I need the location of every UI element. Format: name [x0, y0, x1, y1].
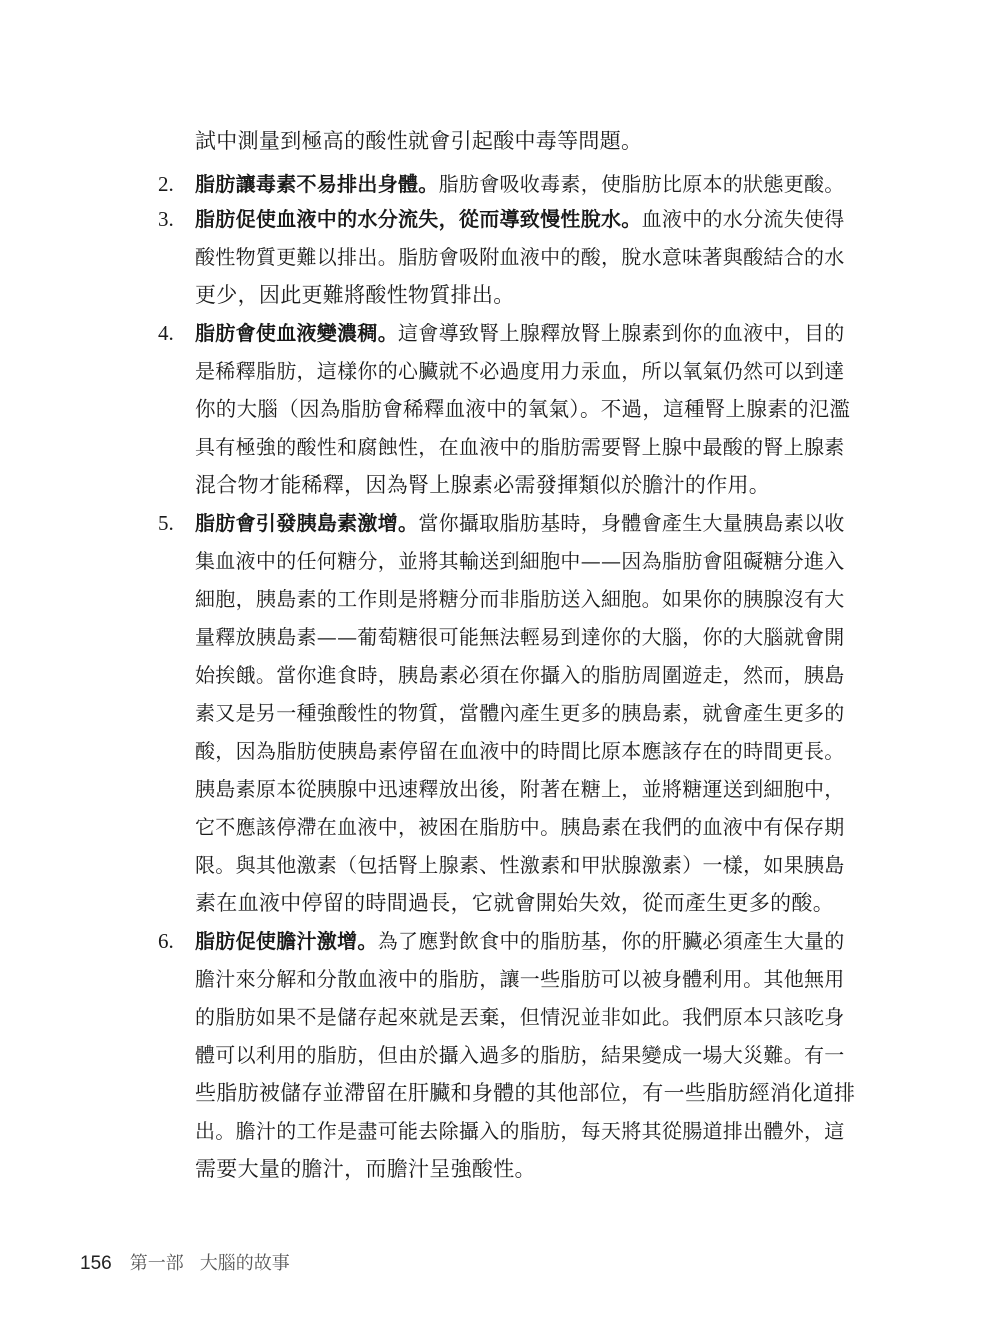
bold-lead: 脂肪會引發胰島素激增。 — [195, 511, 419, 535]
text-line: 素在血液中停留的時間過長，它就會開始失效，從而產生更多的酸。 — [195, 891, 834, 915]
chapter-title: 大腦的故事 — [199, 1253, 290, 1273]
text-line: 量釋放胰島素——葡萄糖很可能無法輕易到達你的大腦，你的大腦就會開 — [195, 625, 845, 649]
text-line: 體可以利用的脂肪，但由於攝入過多的脂肪，結果變成一場大災難。有一 — [195, 1043, 845, 1067]
text-line: 你的大腦（因為脂肪會稀釋血液中的氧氣）。不過，這種腎上腺素的氾濫 — [195, 397, 851, 421]
text-line: 的脂肪如果不是儲存起來就是丟棄，但情況並非如此。我們原本只該吃身 — [195, 1005, 845, 1029]
list-number: 2. — [158, 172, 174, 196]
text-run: 脂肪會吸收毒素，使脂肪比原本的狀態更酸。 — [438, 172, 845, 196]
page-footer — [80, 1252, 290, 1275]
bold-lead: 脂肪讓毒素不易排出身體。 — [195, 172, 439, 196]
text-line: 酸，因為脂肪使胰島素停留在血液中的時間比原本應該存在的時間更長。 — [195, 739, 845, 763]
list-item-2-line — [195, 171, 845, 197]
text-line: 胰島素原本從胰腺中迅速釋放出後，附著在糖上，並將糖運送到細胞中， — [195, 777, 845, 801]
part-label: 第一部 — [129, 1253, 184, 1273]
text-line: 限。與其他激素（包括腎上腺素、性激素和甲狀腺激素）一樣，如果胰島 — [195, 853, 845, 877]
text-line: 更少，因此更難將酸性物質排出。 — [195, 283, 515, 307]
bold-lead: 脂肪會使血液變濃稠。 — [195, 321, 398, 345]
list-number: 3. — [158, 207, 174, 231]
text-line: 是稀釋脂肪，這樣你的心臟就不必過度用力汞血，所以氧氣仍然可以到達 — [195, 359, 845, 383]
text-line: 出。膽汁的工作是盡可能去除攝入的脂肪，每天將其從腸道排出體外，這 — [195, 1119, 845, 1143]
text-line: 具有極強的酸性和腐蝕性，在血液中的脂肪需要腎上腺中最酸的腎上腺素 — [195, 435, 845, 459]
list-item-6-line — [195, 928, 845, 954]
list-item-3-line — [195, 206, 845, 232]
text-run: 當你攝取脂肪基時，身體會產生大量胰島素以收 — [418, 511, 845, 535]
text-run: 為了應對飲食中的脂肪基，你的肝臟必須產生大量的 — [377, 929, 845, 953]
list-number: 5. — [158, 511, 174, 535]
text-run: 這會導致腎上腺釋放腎上腺素到你的血液中，目的 — [398, 321, 845, 345]
list-item-4-line — [195, 320, 845, 346]
text-line: 些脂肪被儲存並滯留在肝臟和身體的其他部位，有一些脂肪經消化道排 — [195, 1081, 856, 1105]
text-line: 膽汁來分解和分散血液中的脂肪，讓一些脂肪可以被身體利用。其他無用 — [195, 967, 845, 991]
text-line: 始挨餓。當你進食時，胰島素必須在你攝入的脂肪周圍遊走，然而，胰島 — [195, 663, 845, 687]
text-line: 細胞，胰島素的工作則是將糖分而非脂肪送入細胞。如果你的胰腺沒有大 — [195, 587, 845, 611]
text-line: 集血液中的任何糖分，並將其輸送到細胞中——因為脂肪會阻礙糖分進入 — [195, 549, 845, 573]
bold-lead: 脂肪促使膽汁激增。 — [195, 929, 378, 953]
text-line: 試中測量到極高的酸性就會引起酸中毒等問題。 — [195, 129, 643, 153]
text-line: 它不應該停滯在血液中，被困在脂肪中。胰島素在我們的血液中有保存期 — [195, 815, 845, 839]
text-line: 需要大量的膽汁，而膽汁呈強酸性。 — [195, 1157, 536, 1181]
list-number: 4. — [158, 321, 174, 345]
text-line: 酸性物質更難以排出。脂肪會吸附血液中的酸，脫水意味著與酸結合的水 — [195, 245, 845, 269]
bold-lead: 脂肪促使血液中的水分流失，從而導致慢性脫水。 — [195, 207, 642, 231]
text-line: 混合物才能稀釋，因為腎上腺素必需發揮類似於膽汁的作用。 — [195, 473, 771, 497]
list-number: 6. — [158, 929, 174, 953]
text-line: 素又是另一種強酸性的物質，當體內產生更多的胰島素，就會產生更多的 — [195, 701, 845, 725]
text-run: 血液中的水分流失使得 — [641, 207, 845, 231]
list-item-5-line — [195, 510, 845, 536]
page-number: 156 — [80, 1253, 112, 1274]
